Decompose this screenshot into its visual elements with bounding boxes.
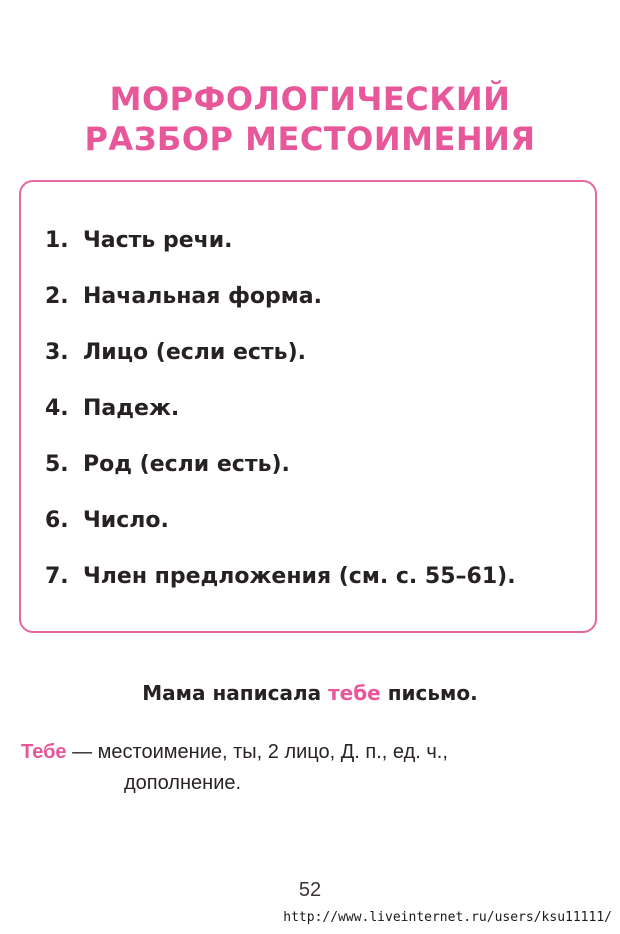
- step-number: 1.: [45, 228, 69, 253]
- analysis-block: [21, 737, 448, 799]
- analysis-word: Тебе: [21, 741, 67, 763]
- step-number: 6.: [45, 508, 69, 533]
- list-item: [45, 392, 516, 448]
- title-line-1: МОРФОЛОГИЧЕСКИЙ: [109, 80, 511, 119]
- list-item: [45, 336, 516, 392]
- example-text-after: письмо.: [387, 681, 478, 705]
- step-number: 3.: [45, 340, 69, 365]
- list-item: [45, 560, 516, 616]
- step-text: Начальная форма.: [83, 284, 322, 309]
- source-url: http://www.liveinternet.ru/users/ksu11111/: [283, 910, 612, 925]
- step-text: Лицо (если есть).: [83, 340, 307, 365]
- example-text-before: Мама написала: [142, 681, 322, 705]
- analysis-description: — местоимение, ты, 2 лицо, Д. п., ед. ч.,: [72, 741, 448, 763]
- step-number: 5.: [45, 452, 69, 477]
- steps-list: [45, 224, 516, 616]
- analysis-line-1: [21, 737, 448, 768]
- step-text: Род (если есть).: [83, 452, 290, 477]
- example-highlight-word: тебе: [328, 681, 381, 705]
- step-number: 7.: [45, 564, 69, 589]
- page-number: 52: [298, 879, 322, 901]
- step-text: Часть речи.: [83, 228, 233, 253]
- list-item: [45, 448, 516, 504]
- step-text: Член предложения (см. с. 55–61).: [83, 564, 516, 589]
- list-item: [45, 504, 516, 560]
- example-sentence: [0, 678, 620, 708]
- analysis-line-2: дополнение.: [124, 772, 242, 794]
- step-text: Число.: [83, 508, 169, 533]
- list-item: [45, 280, 516, 336]
- step-number: 2.: [45, 284, 69, 309]
- page-title: [0, 79, 620, 159]
- step-number: 4.: [45, 396, 69, 421]
- list-item: [45, 224, 516, 280]
- title-line-2: РАЗБОР МЕСТОИМЕНИЯ: [84, 120, 536, 159]
- step-text: Падеж.: [83, 396, 180, 421]
